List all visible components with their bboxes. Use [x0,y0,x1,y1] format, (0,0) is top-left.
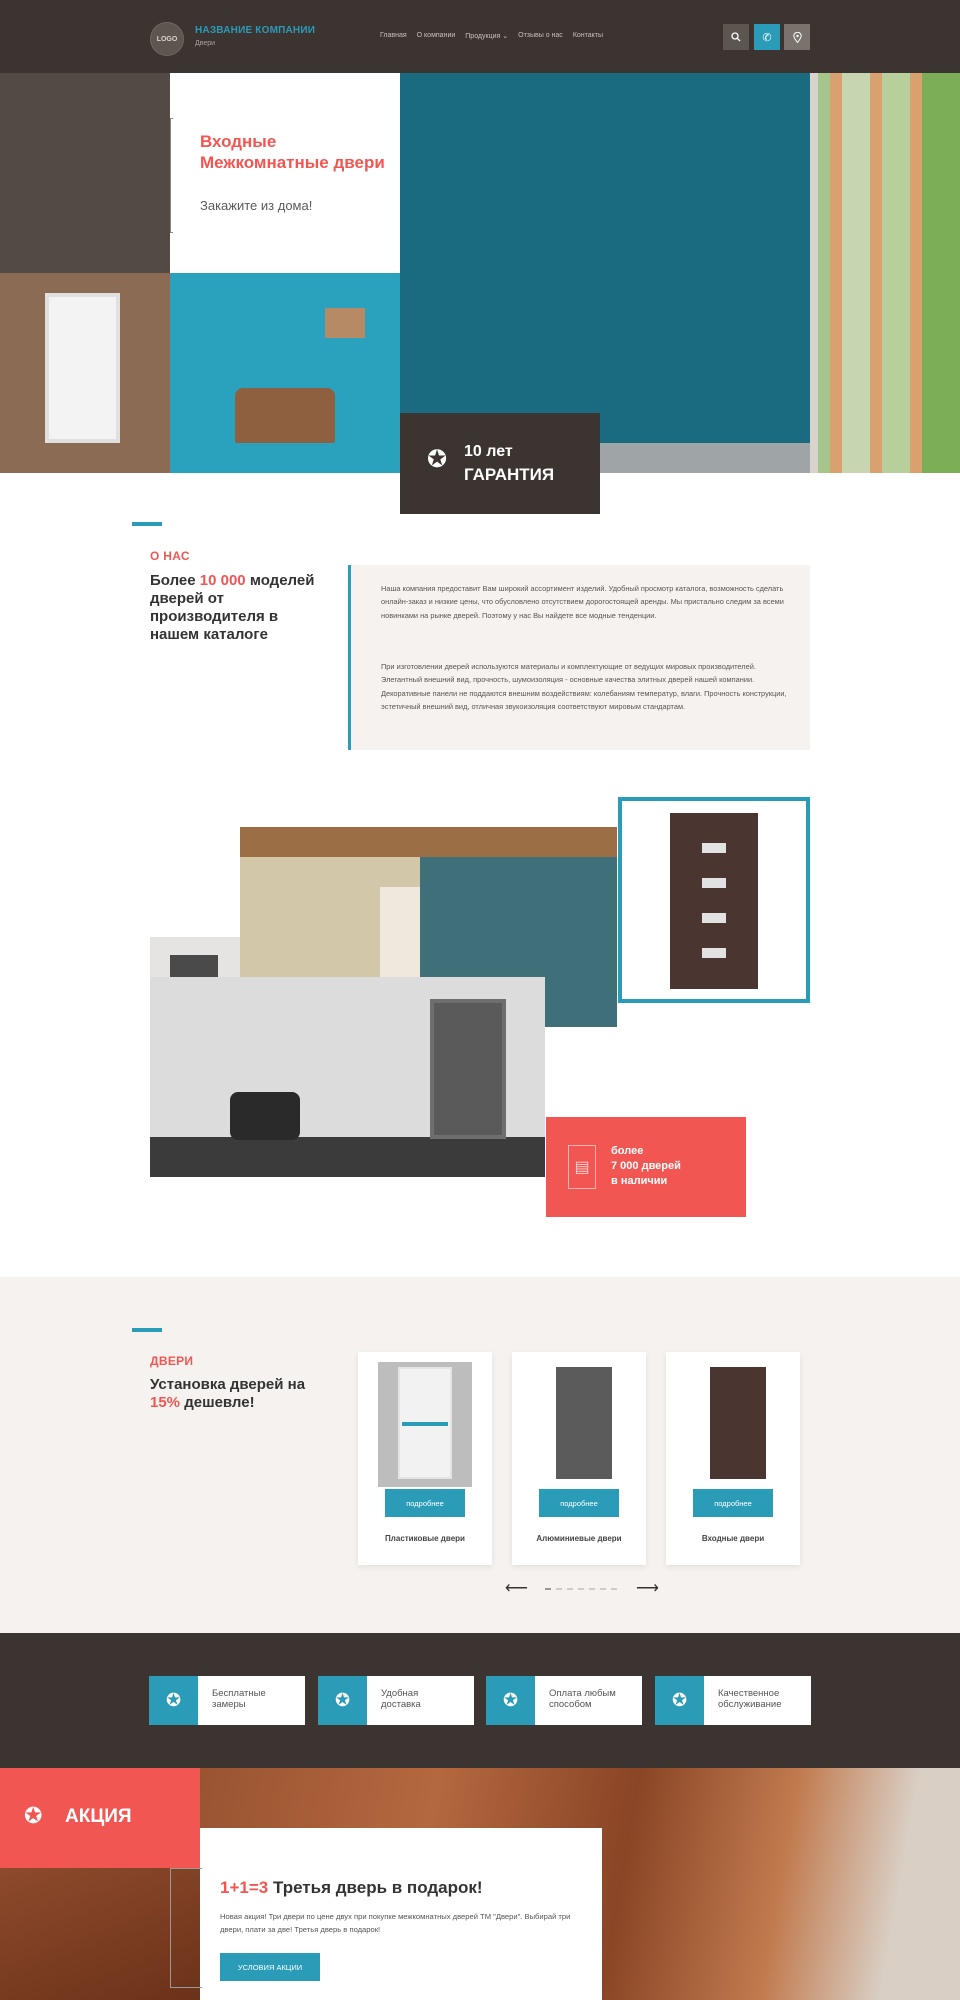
features-band [0,1633,960,1768]
hallway-floor [150,1137,545,1177]
door-window [702,878,726,888]
decorative-frame-line [170,118,173,233]
product-image-entrance [686,1362,780,1487]
promo-heading [220,1878,483,1898]
feature-text-line: Качественное [718,1688,780,1699]
feature-payment [486,1676,642,1725]
details-button[interactable]: подробнее [693,1489,773,1517]
nav-item-products-label: Продукция [465,33,501,40]
door-window [702,948,726,958]
doors-heading-number: 15% [150,1394,181,1411]
product-card-plastic[interactable] [358,1352,492,1565]
interior-ceiling [240,827,617,857]
about-text-box [348,565,810,750]
nav-item-home[interactable]: Главная [380,32,407,39]
feature-text [535,1676,616,1725]
about-heading-pre: Более [150,572,200,589]
about-paragraph-1: Наша компания предоставит Вам широкий ассортимент изделий. Удобный просмотр каталога, возможность сделать онлайн-заказ и низкие цены, что обусловлено отсутствием дорогостоящей аренды. Мы пристально следим за всеми новинками на рынке дверей. Поэтому у нас Вы найдете все модные тенденции. [381,584,784,620]
arrow-left-icon[interactable]: ⟵ [505,1580,528,1597]
feature-free-measure [149,1676,305,1725]
hallway-chair-image [230,1092,300,1140]
feature-text [367,1676,421,1725]
details-button[interactable]: подробнее [539,1489,619,1517]
section-accent-bar [132,522,162,526]
carousel-dot[interactable] [545,1588,551,1590]
stock-line-1: более [611,1145,644,1157]
nav-item-reviews[interactable]: Отзывы о нас [518,32,563,39]
promo-heading-text: Третья дверь в подарок! [268,1878,483,1897]
medal-icon: ✪ [149,1676,198,1725]
medal-icon: ✪ [486,1676,535,1725]
gallery-door-image [670,813,758,989]
search-icon [731,32,741,42]
company-name[interactable]: НАЗВАНИЕ КОМПАНИИ [195,25,316,36]
entrance-door-image [710,1367,766,1479]
carousel-dot[interactable] [578,1588,584,1590]
about-label: О НАС [150,549,190,563]
promo-badge [0,1768,200,1868]
carousel-dot[interactable] [567,1588,573,1590]
feature-text-line: замеры [212,1699,246,1710]
carousel-dot[interactable] [600,1588,606,1590]
hero-door-image [45,293,120,443]
door-window [702,913,726,923]
hero-photo-blue-wall [170,273,400,473]
product-name: Входные двери [701,1534,765,1543]
guarantee-badge [400,413,600,514]
hero-title: Входные Межкомнатные двери [200,132,385,172]
main-nav [380,32,603,40]
feature-text [704,1676,782,1725]
stock-line-3: в наличии [611,1175,668,1187]
hero-photo-stairs [0,73,170,273]
nav-item-products[interactable] [465,32,508,40]
doors-heading-post: дешевле! [180,1394,255,1411]
feature-text-line: Оплата любым [549,1688,616,1699]
location-button[interactable] [784,24,810,50]
about-heading [150,572,330,644]
hero-card [170,73,400,273]
medal-icon: ✪ [24,1803,43,1828]
doors-label: ДВЕРИ [150,1354,194,1368]
aluminum-door-image [556,1367,612,1479]
medal-icon: ✪ [318,1676,367,1725]
stock-badge [546,1117,746,1217]
phone-button[interactable] [754,24,780,50]
door-glass-strip [402,1422,448,1426]
product-image-aluminum [532,1362,626,1487]
carousel-dot[interactable] [556,1588,562,1590]
about-paragraph-2: При изготовлении дверей используются материалы и комплектующие от ведущих мировых производителей. Элегантный внешний вид, прочность, шумоизоляция - основные качества элитных дверей нашей компании. Декоративные панели не поддаются внешним воздействиям: колебаниям температур, влаги. Прочность конструкции, эстетичный внешний вид, отличная звукоизоляция соответствуют мировым стандартам. [381,662,787,712]
nav-item-about[interactable]: О компании [416,32,456,39]
about-heading-number: 10 000 [199,572,246,589]
phone-icon: ✆ [762,31,772,44]
arrow-right-icon[interactable]: ⟶ [636,1580,659,1597]
logo[interactable]: LOGO [150,22,184,56]
feature-text-line: способом [549,1699,592,1710]
promo-heading-number: 1+1=3 [220,1878,269,1897]
hero-subtitle: Закажите из дома! [200,198,313,213]
stock-line-2: 7 000 дверей [611,1160,681,1172]
search-button[interactable] [723,24,749,50]
product-image-plastic [378,1362,472,1487]
feature-delivery [318,1676,474,1725]
carousel-dot[interactable] [589,1588,595,1590]
hallway-door-image [430,999,506,1139]
gallery-photo-hallway [150,977,545,1177]
door-window [702,843,726,853]
feature-text-line: Бесплатные [212,1688,266,1699]
section-accent-bar [132,1328,162,1332]
map-pin-icon [793,32,802,43]
armchair-image [235,388,335,443]
product-card-entrance[interactable] [666,1352,800,1565]
carousel-dots [545,1588,617,1590]
decorative-frame-line [170,1868,202,1988]
cards-icon: ▤ [568,1145,596,1189]
promo-card [200,1828,602,2000]
promo-badge-title: АКЦИЯ [65,1806,132,1827]
medal-icon: ✪ [426,446,448,473]
guarantee-years: 10 лет [464,443,513,460]
doors-heading-pre: Установка дверей на [150,1376,306,1393]
feature-text-line: обслуживание [718,1699,782,1710]
lamp-image [325,308,365,338]
product-name: Алюминиевые двери [536,1534,622,1543]
feature-text-line: Удобная [381,1688,419,1699]
nav-item-contacts[interactable]: Контакты [572,32,604,39]
about-heading-post: моделей дверей от производителя в нашем каталоге [150,572,315,643]
promo-section [0,1768,960,2000]
guarantee-label: ГАРАНТИЯ [464,465,555,484]
medal-icon: ✪ [655,1676,704,1725]
product-name: Пластиковые двери [385,1534,465,1543]
product-card-aluminum[interactable] [512,1352,646,1565]
hero-photo-window [810,73,960,473]
company-subtitle: Двери [195,40,216,47]
details-button[interactable]: подробнее [385,1489,465,1517]
feature-text-line: доставка [381,1699,421,1710]
header [0,0,960,73]
chevron-down-icon: ⌄ [502,33,509,40]
carousel-dot[interactable] [611,1588,617,1590]
feature-text [198,1676,266,1725]
promo-terms-button[interactable]: УСЛОВИЯ АКЦИИ [220,1953,320,1981]
promo-description: Новая акция! Три двери по цене двух при покупке межкомнатных дверей ТМ "Двери". Выбирай три двери, плати за две! Третья дверь в подарок! [220,1912,571,1934]
feature-service [655,1676,811,1725]
doors-heading [150,1376,330,1412]
